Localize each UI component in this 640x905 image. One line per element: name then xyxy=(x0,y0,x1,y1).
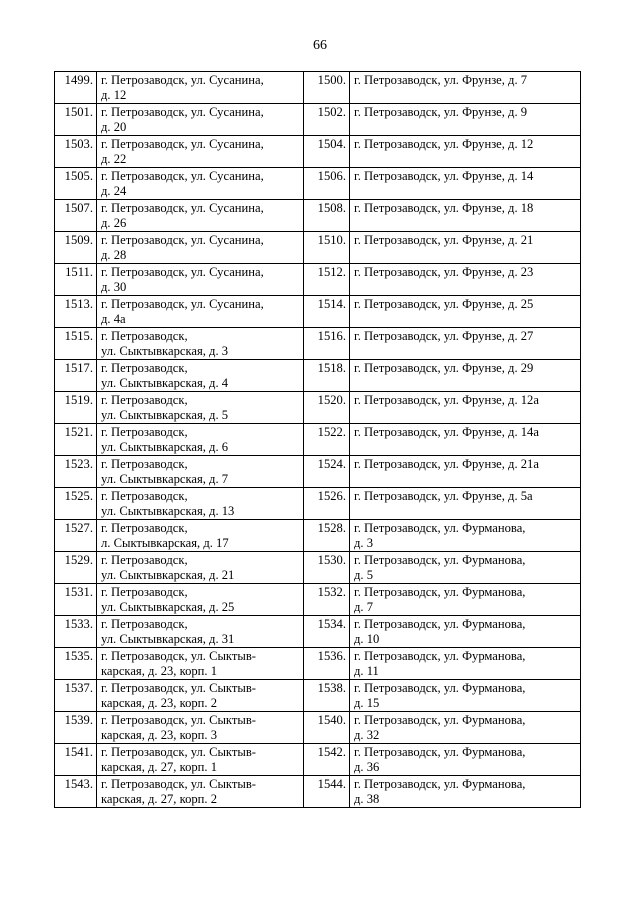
row-number-left: 1527. xyxy=(55,520,97,552)
address-right: г. Петрозаводск, ул. Фрунзе, д. 7 xyxy=(350,72,581,104)
address-right: г. Петрозаводск, ул. Фурманова, д. 11 xyxy=(350,648,581,680)
address-right: г. Петрозаводск, ул. Фурманова, д. 36 xyxy=(350,744,581,776)
address-left: г. Петрозаводск, ул. Сусанина, д. 22 xyxy=(97,136,304,168)
row-number-right: 1528. xyxy=(304,520,350,552)
address-left: г. Петрозаводск, ул. Сыктывкарская, д. 13 xyxy=(97,488,304,520)
table-row xyxy=(55,680,581,712)
table-row xyxy=(55,72,581,104)
table-row xyxy=(55,424,581,456)
address-right: г. Петрозаводск, ул. Фрунзе, д. 25 xyxy=(350,296,581,328)
address-table-body xyxy=(55,72,581,808)
row-number-right: 1540. xyxy=(304,712,350,744)
row-number-right: 1522. xyxy=(304,424,350,456)
address-left: г. Петрозаводск, ул. Сыктывкарская, д. 7 xyxy=(97,456,304,488)
row-number-left: 1537. xyxy=(55,680,97,712)
row-number-left: 1519. xyxy=(55,392,97,424)
table-row xyxy=(55,648,581,680)
table-row xyxy=(55,360,581,392)
address-right: г. Петрозаводск, ул. Фрунзе, д. 27 xyxy=(350,328,581,360)
row-number-right: 1536. xyxy=(304,648,350,680)
table-row xyxy=(55,456,581,488)
address-right: г. Петрозаводск, ул. Фурманова, д. 3 xyxy=(350,520,581,552)
row-number-right: 1506. xyxy=(304,168,350,200)
address-left: г. Петрозаводск, ул. Сусанина, д. 12 xyxy=(97,72,304,104)
table-row xyxy=(55,744,581,776)
table-row xyxy=(55,296,581,328)
address-right: г. Петрозаводск, ул. Фрунзе, д. 14а xyxy=(350,424,581,456)
address-right: г. Петрозаводск, ул. Фурманова, д. 15 xyxy=(350,680,581,712)
table-row xyxy=(55,520,581,552)
address-right: г. Петрозаводск, ул. Фрунзе, д. 21а xyxy=(350,456,581,488)
address-right: г. Петрозаводск, ул. Фрунзе, д. 12а xyxy=(350,392,581,424)
address-right: г. Петрозаводск, ул. Фрунзе, д. 18 xyxy=(350,200,581,232)
table-row xyxy=(55,616,581,648)
row-number-right: 1502. xyxy=(304,104,350,136)
row-number-right: 1510. xyxy=(304,232,350,264)
row-number-left: 1533. xyxy=(55,616,97,648)
row-number-left: 1531. xyxy=(55,584,97,616)
address-right: г. Петрозаводск, ул. Фурманова, д. 32 xyxy=(350,712,581,744)
row-number-right: 1518. xyxy=(304,360,350,392)
row-number-right: 1508. xyxy=(304,200,350,232)
address-left: г. Петрозаводск, ул. Сусанина, д. 28 xyxy=(97,232,304,264)
address-left: г. Петрозаводск, ул. Сыктывкарская, д. 4 xyxy=(97,360,304,392)
row-number-left: 1523. xyxy=(55,456,97,488)
row-number-left: 1507. xyxy=(55,200,97,232)
row-number-right: 1514. xyxy=(304,296,350,328)
address-left: г. Петрозаводск, ул. Сыктывкарская, д. 5 xyxy=(97,392,304,424)
row-number-left: 1535. xyxy=(55,648,97,680)
row-number-left: 1505. xyxy=(55,168,97,200)
row-number-left: 1509. xyxy=(55,232,97,264)
address-right: г. Петрозаводск, ул. Фурманова, д. 10 xyxy=(350,616,581,648)
row-number-right: 1530. xyxy=(304,552,350,584)
address-left: г. Петрозаводск, ул. Сыктыв- карская, д. 23, корп. 3 xyxy=(97,712,304,744)
address-left: г. Петрозаводск, ул. Сыктывкарская, д. 3 xyxy=(97,328,304,360)
row-number-left: 1525. xyxy=(55,488,97,520)
address-right: г. Петрозаводск, ул. Фрунзе, д. 14 xyxy=(350,168,581,200)
row-number-left: 1539. xyxy=(55,712,97,744)
table-row xyxy=(55,392,581,424)
table-row xyxy=(55,488,581,520)
table-row xyxy=(55,136,581,168)
row-number-right: 1534. xyxy=(304,616,350,648)
address-left: г. Петрозаводск, ул. Сусанина, д. 20 xyxy=(97,104,304,136)
row-number-left: 1541. xyxy=(55,744,97,776)
row-number-right: 1516. xyxy=(304,328,350,360)
address-left: г. Петрозаводск, ул. Сыктывкарская, д. 6 xyxy=(97,424,304,456)
address-right: г. Петрозаводск, ул. Фрунзе, д. 29 xyxy=(350,360,581,392)
address-left: г. Петрозаводск, ул. Сусанина, д. 30 xyxy=(97,264,304,296)
row-number-right: 1544. xyxy=(304,776,350,808)
table-row xyxy=(55,552,581,584)
table-row xyxy=(55,200,581,232)
address-left: г. Петрозаводск, ул. Сыктыв- карская, д. 27, корп. 1 xyxy=(97,744,304,776)
row-number-left: 1529. xyxy=(55,552,97,584)
row-number-right: 1538. xyxy=(304,680,350,712)
row-number-right: 1512. xyxy=(304,264,350,296)
table-row xyxy=(55,712,581,744)
address-right: г. Петрозаводск, ул. Фрунзе, д. 5а xyxy=(350,488,581,520)
row-number-right: 1532. xyxy=(304,584,350,616)
row-number-left: 1501. xyxy=(55,104,97,136)
row-number-left: 1503. xyxy=(55,136,97,168)
row-number-left: 1521. xyxy=(55,424,97,456)
address-left: г. Петрозаводск, л. Сыктывкарская, д. 17 xyxy=(97,520,304,552)
table-row xyxy=(55,584,581,616)
table-row xyxy=(55,776,581,808)
table-row xyxy=(55,328,581,360)
row-number-right: 1526. xyxy=(304,488,350,520)
address-right: г. Петрозаводск, ул. Фрунзе, д. 21 xyxy=(350,232,581,264)
row-number-right: 1520. xyxy=(304,392,350,424)
address-left: г. Петрозаводск, ул. Сыктыв- карская, д. 23, корп. 2 xyxy=(97,680,304,712)
address-table xyxy=(54,71,581,808)
row-number-right: 1542. xyxy=(304,744,350,776)
address-right: г. Петрозаводск, ул. Фрунзе, д. 12 xyxy=(350,136,581,168)
address-left: г. Петрозаводск, ул. Сыктывкарская, д. 21 xyxy=(97,552,304,584)
row-number-right: 1504. xyxy=(304,136,350,168)
address-right: г. Петрозаводск, ул. Фрунзе, д. 9 xyxy=(350,104,581,136)
address-left: г. Петрозаводск, ул. Сусанина, д. 26 xyxy=(97,200,304,232)
row-number-left: 1515. xyxy=(55,328,97,360)
address-right: г. Петрозаводск, ул. Фрунзе, д. 23 xyxy=(350,264,581,296)
table-row xyxy=(55,104,581,136)
address-right: г. Петрозаводск, ул. Фурманова, д. 7 xyxy=(350,584,581,616)
row-number-left: 1513. xyxy=(55,296,97,328)
address-left: г. Петрозаводск, ул. Сусанина, д. 24 xyxy=(97,168,304,200)
address-right: г. Петрозаводск, ул. Фурманова, д. 38 xyxy=(350,776,581,808)
address-left: г. Петрозаводск, ул. Сыктыв- карская, д. 27, корп. 2 xyxy=(97,776,304,808)
table-row xyxy=(55,168,581,200)
address-left: г. Петрозаводск, ул. Сусанина, д. 4а xyxy=(97,296,304,328)
table-row xyxy=(55,232,581,264)
page-number: 66 xyxy=(313,38,327,53)
address-right: г. Петрозаводск, ул. Фурманова, д. 5 xyxy=(350,552,581,584)
row-number-right: 1500. xyxy=(304,72,350,104)
table-row xyxy=(55,264,581,296)
address-left: г. Петрозаводск, ул. Сыктывкарская, д. 25 xyxy=(97,584,304,616)
row-number-left: 1543. xyxy=(55,776,97,808)
address-left: г. Петрозаводск, ул. Сыктыв- карская, д. 23, корп. 1 xyxy=(97,648,304,680)
row-number-left: 1499. xyxy=(55,72,97,104)
row-number-left: 1511. xyxy=(55,264,97,296)
row-number-left: 1517. xyxy=(55,360,97,392)
row-number-right: 1524. xyxy=(304,456,350,488)
address-left: г. Петрозаводск, ул. Сыктывкарская, д. 31 xyxy=(97,616,304,648)
